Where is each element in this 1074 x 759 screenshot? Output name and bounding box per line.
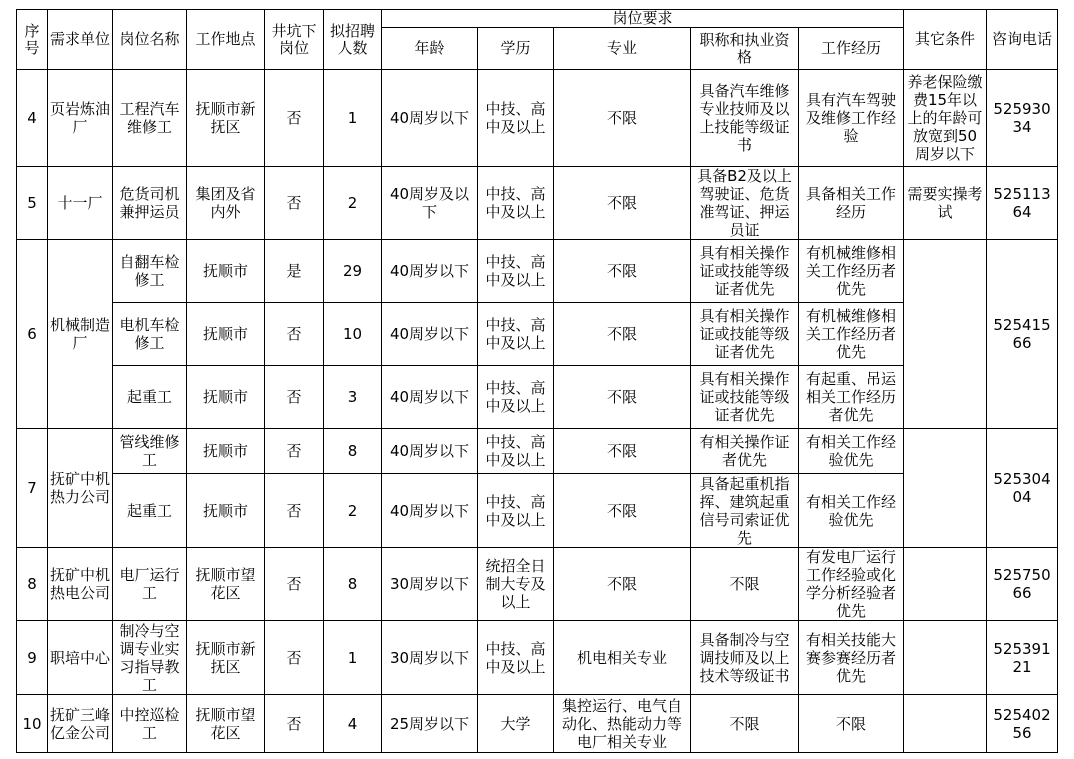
education-cell: 统招全日制大专及以上 — [478, 548, 554, 621]
qualification-cell: 有相关操作证者优先 — [691, 429, 799, 474]
unit-cell: 抚矿中机热力公司 — [48, 429, 113, 548]
unit-cell: 页岩炼油厂 — [48, 70, 113, 167]
qualification-cell: 具有相关操作证或技能等级证者优先 — [691, 303, 799, 366]
other-cell: 需要实操考试 — [904, 167, 987, 240]
position-cell: 自翻车检修工 — [113, 240, 187, 303]
position-cell: 电厂运行工 — [113, 548, 187, 621]
age-cell: 25周岁以下 — [382, 695, 478, 753]
recruitment-table — [16, 9, 1058, 753]
major-cell: 不限 — [554, 474, 691, 548]
phone-cell: 52575066 — [987, 548, 1058, 621]
header-seq: 序号 — [17, 10, 48, 70]
qualification-cell: 具备制冷与空调技师及以上技术等级证书 — [691, 621, 799, 695]
age-cell: 40周岁以下 — [382, 474, 478, 548]
experience-cell: 具有汽车驾驶及维修工作经验 — [799, 70, 904, 167]
phone-cell: 52530404 — [987, 429, 1058, 548]
age-cell: 40周岁以下 — [382, 70, 478, 167]
position-cell: 起重工 — [113, 474, 187, 548]
underground-cell: 否 — [265, 474, 324, 548]
underground-cell: 否 — [265, 167, 324, 240]
table-row — [17, 167, 1058, 240]
table-row — [17, 621, 1058, 695]
major-cell: 不限 — [554, 167, 691, 240]
header-position: 岗位名称 — [113, 10, 187, 70]
education-cell: 中技、高中及以上 — [478, 240, 554, 303]
table-row — [17, 548, 1058, 621]
seq-cell: 7 — [17, 429, 48, 548]
underground-cell: 否 — [265, 621, 324, 695]
header-education: 学历 — [478, 28, 554, 70]
position-cell: 制冷与空调专业实习指导教工 — [113, 621, 187, 695]
header-unit: 需求单位 — [48, 10, 113, 70]
age-cell: 30周岁以下 — [382, 621, 478, 695]
education-cell: 中技、高中及以上 — [478, 366, 554, 429]
underground-cell: 否 — [265, 548, 324, 621]
count-cell: 2 — [324, 474, 382, 548]
count-cell: 8 — [324, 429, 382, 474]
underground-cell: 否 — [265, 695, 324, 753]
count-cell: 2 — [324, 167, 382, 240]
age-cell: 40周岁以下 — [382, 240, 478, 303]
experience-cell: 有机械维修相关工作经历者优先 — [799, 240, 904, 303]
qualification-cell: 具备起重机指挥、建筑起重信号司索证优先 — [691, 474, 799, 548]
position-cell: 电机车检修工 — [113, 303, 187, 366]
header-age: 年龄 — [382, 28, 478, 70]
phone-cell: 52539121 — [987, 621, 1058, 695]
count-cell: 1 — [324, 70, 382, 167]
count-cell: 29 — [324, 240, 382, 303]
major-cell: 不限 — [554, 240, 691, 303]
experience-cell: 有机械维修相关工作经历者优先 — [799, 303, 904, 366]
age-cell: 40周岁以下 — [382, 303, 478, 366]
header-other: 其它条件 — [904, 10, 987, 70]
position-cell: 工程汽车维修工 — [113, 70, 187, 167]
count-cell: 3 — [324, 366, 382, 429]
other-cell — [904, 695, 987, 753]
qualification-cell: 不限 — [691, 695, 799, 753]
location-cell: 抚顺市 — [187, 474, 265, 548]
major-cell: 不限 — [554, 548, 691, 621]
location-cell: 集团及省内外 — [187, 167, 265, 240]
table-row — [17, 303, 1058, 366]
header-count: 拟招聘人数 — [324, 10, 382, 70]
experience-cell: 不限 — [799, 695, 904, 753]
unit-cell: 职培中心 — [48, 621, 113, 695]
header-qualification: 职称和执业资格 — [691, 28, 799, 70]
seq-cell: 6 — [17, 240, 48, 429]
table-row — [17, 695, 1058, 753]
qualification-cell: 具备汽车维修专业技师及以上技能等级证书 — [691, 70, 799, 167]
table-row — [17, 70, 1058, 167]
position-cell: 起重工 — [113, 366, 187, 429]
header-phone: 咨询电话 — [987, 10, 1058, 70]
experience-cell: 有相关工作经验优先 — [799, 474, 904, 548]
major-cell: 集控运行、电气自动化、热能动力等电厂相关专业 — [554, 695, 691, 753]
header-major: 专业 — [554, 28, 691, 70]
header-underground: 井坑下岗位 — [265, 10, 324, 70]
underground-cell: 否 — [265, 429, 324, 474]
other-cell — [904, 240, 987, 429]
education-cell: 中技、高中及以上 — [478, 474, 554, 548]
education-cell: 中技、高中及以上 — [478, 167, 554, 240]
location-cell: 抚顺市望花区 — [187, 548, 265, 621]
seq-cell: 9 — [17, 621, 48, 695]
age-cell: 40周岁以下 — [382, 366, 478, 429]
count-cell: 10 — [324, 303, 382, 366]
location-cell: 抚顺市 — [187, 303, 265, 366]
phone-cell: 52593034 — [987, 70, 1058, 167]
location-cell: 抚顺市 — [187, 366, 265, 429]
major-cell: 不限 — [554, 70, 691, 167]
other-cell — [904, 429, 987, 548]
age-cell: 40周岁及以下 — [382, 167, 478, 240]
qualification-cell: 具备B2及以上驾驶证、危货准驾证、押运员证 — [691, 167, 799, 240]
location-cell: 抚顺市 — [187, 240, 265, 303]
table-row — [17, 474, 1058, 548]
other-cell — [904, 548, 987, 621]
major-cell: 不限 — [554, 429, 691, 474]
table-row — [17, 429, 1058, 474]
seq-cell: 8 — [17, 548, 48, 621]
other-cell: 养老保险缴费15年以上的年龄可放宽到50周岁以下 — [904, 70, 987, 167]
header-location: 工作地点 — [187, 10, 265, 70]
phone-cell: 52540256 — [987, 695, 1058, 753]
underground-cell: 否 — [265, 70, 324, 167]
table-row — [17, 366, 1058, 429]
major-cell: 不限 — [554, 303, 691, 366]
position-cell: 中控巡检工 — [113, 695, 187, 753]
experience-cell: 具备相关工作经历 — [799, 167, 904, 240]
qualification-cell: 具有相关操作证或技能等级证者优先 — [691, 240, 799, 303]
count-cell: 8 — [324, 548, 382, 621]
experience-cell: 有发电厂运行工作经验或化学分析经验者优先 — [799, 548, 904, 621]
education-cell: 中技、高中及以上 — [478, 621, 554, 695]
phone-cell: 52511364 — [987, 167, 1058, 240]
experience-cell: 有相关工作经验优先 — [799, 429, 904, 474]
unit-cell: 抚矿三峰亿金公司 — [48, 695, 113, 753]
underground-cell: 是 — [265, 240, 324, 303]
experience-cell: 有起重、吊运相关工作经历者优先 — [799, 366, 904, 429]
major-cell: 机电相关专业 — [554, 621, 691, 695]
qualification-cell: 不限 — [691, 548, 799, 621]
count-cell: 4 — [324, 695, 382, 753]
location-cell: 抚顺市望花区 — [187, 695, 265, 753]
unit-cell: 十一厂 — [48, 167, 113, 240]
seq-cell: 5 — [17, 167, 48, 240]
position-cell: 危货司机兼押运员 — [113, 167, 187, 240]
underground-cell: 否 — [265, 303, 324, 366]
qualification-cell: 具有相关操作证或技能等级证者优先 — [691, 366, 799, 429]
underground-cell: 否 — [265, 366, 324, 429]
seq-cell: 4 — [17, 70, 48, 167]
experience-cell: 有相关技能大赛参赛经历者优先 — [799, 621, 904, 695]
position-cell: 管线维修工 — [113, 429, 187, 474]
seq-cell: 10 — [17, 695, 48, 753]
unit-cell: 机械制造厂 — [48, 240, 113, 429]
education-cell: 中技、高中及以上 — [478, 429, 554, 474]
location-cell: 抚顺市 — [187, 429, 265, 474]
education-cell: 中技、高中及以上 — [478, 70, 554, 167]
education-cell: 大学 — [478, 695, 554, 753]
location-cell: 抚顺市新抚区 — [187, 70, 265, 167]
other-cell — [904, 621, 987, 695]
count-cell: 1 — [324, 621, 382, 695]
header-experience: 工作经历 — [799, 28, 904, 70]
header-requirements: 岗位要求 — [382, 10, 904, 28]
education-cell: 中技、高中及以上 — [478, 303, 554, 366]
major-cell: 不限 — [554, 366, 691, 429]
unit-cell: 抚矿中机热电公司 — [48, 548, 113, 621]
phone-cell: 52541566 — [987, 240, 1058, 429]
age-cell: 40周岁以下 — [382, 429, 478, 474]
location-cell: 抚顺市新抚区 — [187, 621, 265, 695]
age-cell: 30周岁以下 — [382, 548, 478, 621]
table-row — [17, 240, 1058, 303]
